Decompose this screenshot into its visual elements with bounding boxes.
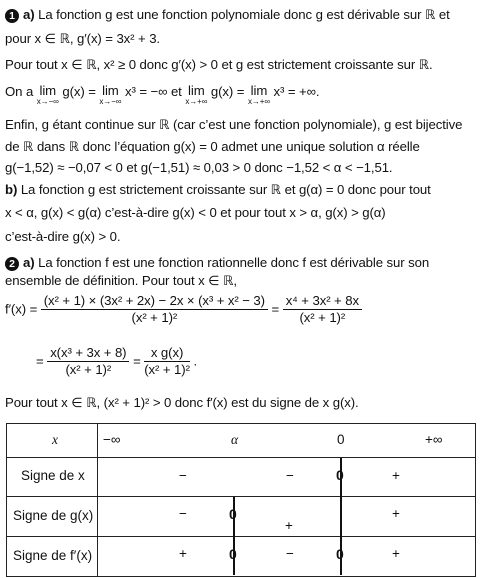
period: . (193, 353, 198, 369)
table-column-separator (97, 424, 98, 576)
lim-sub: x→−∞ (99, 97, 122, 106)
part1-line6: de ℝ dans ℝ donc l’équation g(x) = 0 admet une unique solution α réelle (5, 139, 420, 154)
lim-minus-2 (99, 84, 121, 106)
fraction-1-num: (x² + 1) × (3x² + 2x) − 2x × (x³ + x² − 3) (41, 293, 268, 310)
part1-line7: g(−1,52) ≈ −0,07 < 0 et g(−1,51) ≈ 0,03 > 0 donc −1,52 < α < −1,51. (5, 160, 393, 175)
fraction-2 (283, 293, 362, 326)
row-label-sign-g: Signe de g(x) (13, 508, 94, 523)
zero-marker-row1: 0 (336, 467, 344, 483)
part1-line9: x < α, g(x) < g(α) c’est-à-dire g(x) < 0 et pour tout x > α, g(x) > g(α) (5, 205, 386, 220)
part2-line1 (5, 255, 429, 271)
part1-text-1: La fonction g est une fonction polynomiale donc g est dérivable sur ℝ et (38, 7, 450, 22)
row3-sign-2: − (286, 546, 294, 561)
part1-line3: Pour tout x ∈ ℝ, x² ≥ 0 donc g′(x) > 0 et g est strictement croissante sur ℝ. (5, 57, 433, 72)
fraction-3-den: (x² + 1)² (65, 362, 112, 377)
limit-expr-2: x³ = −∞ et (124, 84, 182, 99)
zero-marker-row2: 0 (229, 506, 237, 522)
row2-sign-2: + (285, 518, 293, 533)
row2-sign-1: − (179, 506, 187, 521)
header-plus-infinity: +∞ (425, 432, 443, 447)
lim-word: lim (39, 83, 57, 98)
equals-sign: = (133, 353, 141, 369)
number-badge-1: 1 (5, 9, 19, 23)
part1-a-label: a) (23, 7, 35, 22)
fraction-3 (47, 345, 129, 378)
row1-sign-2: − (286, 468, 294, 483)
lim-word: lim (102, 83, 119, 98)
part1-line8 (5, 182, 431, 198)
lim-plus-1 (185, 84, 207, 106)
row3-sign-3: + (392, 546, 400, 561)
row3-sign-1: + (179, 546, 187, 561)
part1-limits-line (5, 84, 320, 110)
header-minus-infinity: −∞ (103, 432, 121, 447)
part2-line2: ensemble de définition. Pour tout x ∈ ℝ, (5, 273, 237, 288)
lim-sub: x→+∞ (185, 97, 208, 106)
fraction-4 (144, 345, 190, 378)
fraction-4-den: (x² + 1)² (144, 362, 190, 377)
row-label-sign-fprime: Signe de f′(x) (13, 548, 93, 563)
part1-line5: Enfin, g étant continue sur ℝ (car c’est une fonction polynomiale), g est bijective (5, 117, 463, 132)
lim-sub: x→−∞ (36, 97, 59, 106)
table-row-separator (7, 536, 475, 537)
limit-expr-4: x³ = +∞. (273, 84, 320, 99)
row1-sign-3: + (392, 468, 400, 483)
fprime-label: f′(x) = (5, 301, 38, 317)
row-label-sign-x: Signe de x (21, 468, 85, 483)
equals-sign: = (36, 353, 44, 369)
part1-line10: c’est-à-dire g(x) > 0. (5, 229, 121, 244)
number-badge-2: 2 (5, 257, 19, 271)
fraction-4-num: x g(x) (144, 345, 190, 362)
table-row-separator (7, 457, 475, 458)
row1-sign-1: − (179, 468, 187, 483)
fraction-1-den: (x² + 1)² (131, 310, 178, 325)
lim-plus-2 (248, 84, 270, 106)
lim-sub: x→+∞ (247, 97, 270, 106)
limits-prefix: On a (5, 84, 34, 99)
equals-sign: = (271, 301, 280, 317)
limit-expr-1: g(x) = (62, 84, 96, 99)
part2-conclusion: Pour tout x ∈ ℝ, (x² + 1)² > 0 donc f′(x) est du signe de x g(x). (5, 395, 359, 410)
fraction-3-num: x(x³ + 3x + 8) (47, 345, 129, 362)
part2-a-label: a) (23, 255, 35, 270)
lim-word: lim (188, 83, 205, 98)
header-alpha: α (231, 432, 239, 447)
zero-marker-row3-zero: 0 (336, 546, 344, 562)
lim-minus-1 (37, 84, 59, 106)
part1-text-8: La fonction g est strictement croissante sur ℝ et g(α) = 0 donc pour tout (20, 182, 431, 197)
row2-sign-3: + (392, 506, 400, 521)
part1-b-label: b) (5, 182, 18, 197)
limit-expr-3: g(x) = (210, 84, 245, 99)
derivative-line1 (5, 293, 362, 326)
header-zero: 0 (337, 432, 345, 447)
part2-text-1: La fonction f est une fonction rationnelle donc f est dérivable sur son (38, 255, 430, 270)
part1-line2: pour x ∈ ℝ, g′(x) = 3x² + 3. (5, 31, 160, 46)
lim-word: lim (250, 83, 268, 98)
fraction-2-den: (x² + 1)² (299, 310, 346, 325)
table-row-separator (7, 496, 475, 497)
fraction-1 (41, 293, 268, 326)
sign-table (6, 423, 476, 577)
header-x: x (52, 432, 58, 447)
derivative-line2 (36, 345, 197, 378)
zero-marker-row3-alpha: 0 (229, 546, 237, 562)
part1-line1 (5, 7, 450, 23)
fraction-2-num: x⁴ + 3x² + 8x (283, 293, 362, 310)
